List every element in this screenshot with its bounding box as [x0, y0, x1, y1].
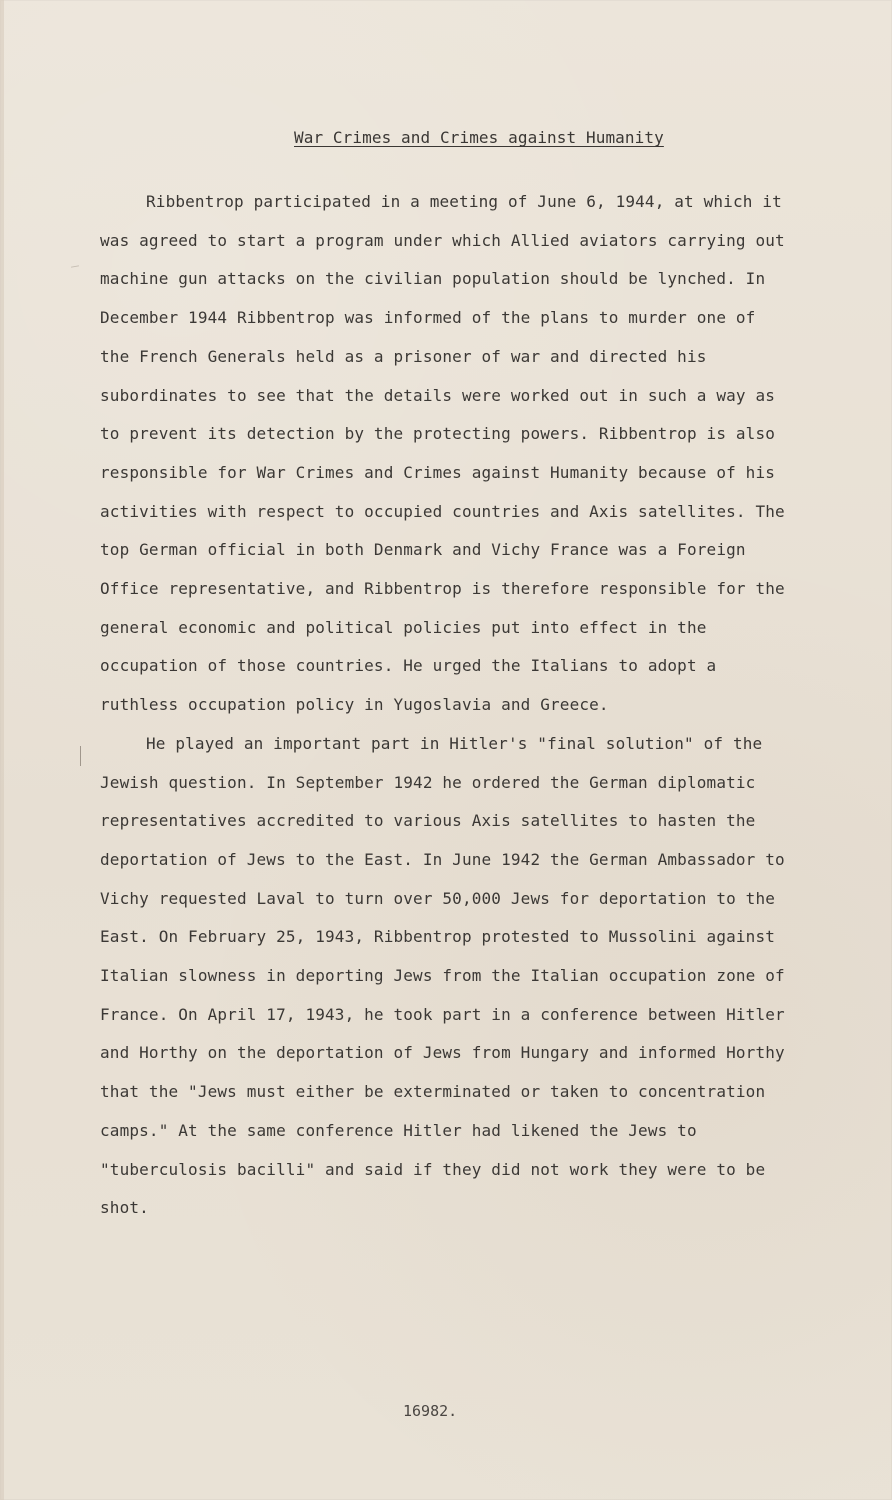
margin-mark: [71, 265, 79, 267]
paragraph-1: Ribbentrop participated in a meeting of June 6, 1944, at which it was agreed to start a program under which Allied aviators carrying out machine gun attacks on the civilian population should be lynched. In December 1944 Ribbentrop was informed of the plans to murder one of the French Generals held as a prisoner of war and directed his subordinates to see that the details were worked out in such a way as to prevent its detection by the protecting powers. Ribbentrop is also responsible for War Crimes and Crimes against Humanity because of his activities with respect to occupied countries and Axis satellites. The top German official in both Denmark and Vichy France was a Foreign Office representative, and Ribbentrop is therefore responsible for the general economic and political policies put into effect in the occupation of those countries. He urged the Italians to adopt a ruthless occupation policy in Yugoslavia and Greece.: [100, 192, 785, 715]
document-body: [100, 183, 790, 1228]
paragraph-2: He played an important part in Hitler's "final solution" of the Jewish question. In September 1942 he ordered the German diplomatic representatives accredited to various Axis satellites to hasten the deportation of Jews to the East. In June 1942 the German Ambassador to Vichy requested Laval to turn over 50,000 Jews for deportation to the East. On February 25, 1943, Ribbentrop protested to Mussolini against Italian slowness in deporting Jews from the Italian occupation zone of France. On April 17, 1943, he took part in a conference between Hitler and Horthy on the deportation of Jews from Hungary and informed Horthy that the "Jews must either be exterminated or taken to concentration camps." At the same conference Hitler had likened the Jews to "tuberculosis bacilli" and said if they did not work they were to be shot.: [100, 733, 785, 1218]
page-edge: [0, 0, 4, 1500]
page-number: 16982.: [403, 1402, 458, 1420]
document-title: War Crimes and Crimes against Humanity: [294, 128, 664, 147]
margin-mark: [80, 746, 81, 766]
